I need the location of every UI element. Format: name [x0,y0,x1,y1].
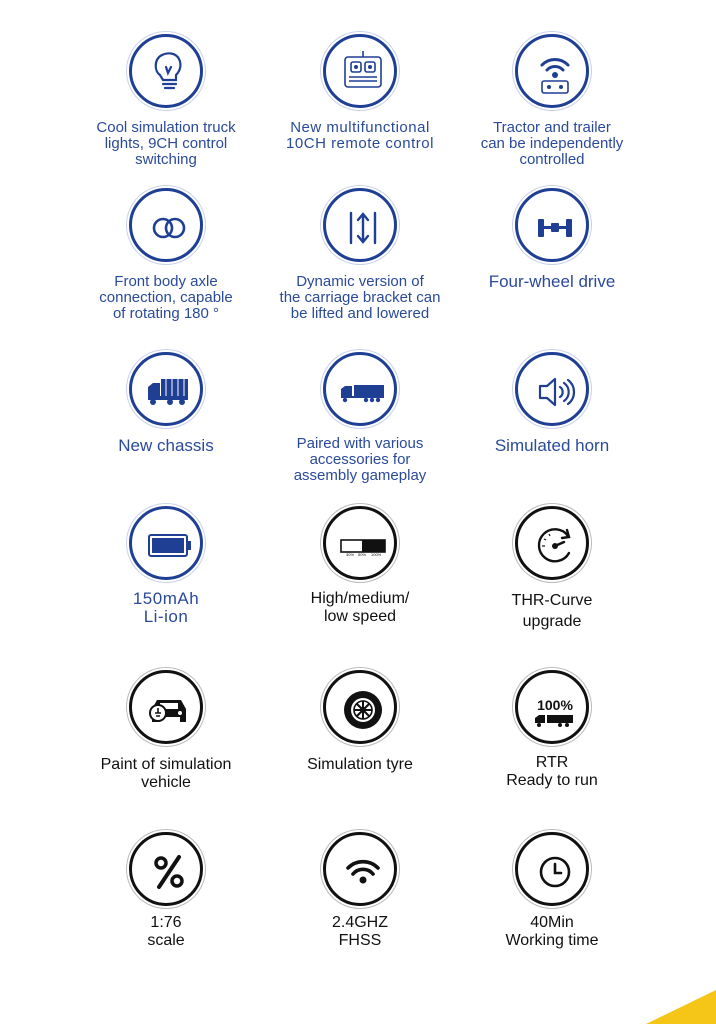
feature-tractor-trailer [452,34,652,174]
feature-label: Cool simulation truck lights, 9CH control switching [96,119,236,168]
feature-scale [66,832,266,972]
feature-battery [66,506,266,646]
rtr-100-icon [515,670,589,744]
rtr-icon-text: 100% [537,697,573,713]
feature-label: Simulation tyre [307,756,413,773]
remote-control-icon [323,34,397,108]
speed-bar-icon [323,506,397,580]
feature-label: Paint of simulation vehicle [100,756,232,791]
speed-mark-high: 100% [371,552,382,557]
feature-axle [66,188,266,328]
feature-accessories [260,352,460,492]
trailer-truck-icon [323,352,397,426]
feature-label: Simulated horn [494,436,610,455]
feature-label: Front body axle connection, capable of rotating 180 ° [99,273,233,322]
speed-mark-low: 30% [346,552,355,557]
feature-label: New multifunctional 10CH remote control [286,119,434,152]
wifi-icon [323,832,397,906]
battery-icon [129,506,203,580]
wifi-remote-icon [515,34,589,108]
feature-paint [66,670,266,810]
speed-mark-mid: 50% [358,552,367,557]
car-icon [129,670,203,744]
feature-label: RTR Ready to run [506,754,598,789]
feature-label: THR-Curve upgrade [511,592,593,630]
feature-thr [452,506,652,646]
feature-label: 2.4GHZ FHSS [331,914,388,949]
axle-icon [515,188,589,262]
corner-accent [646,990,716,1024]
feature-remote [260,34,460,174]
tyre-icon [323,670,397,744]
lightbulb-icon [129,34,203,108]
feature-time [452,832,652,972]
percent-icon [129,832,203,906]
feature-label: 1:76 scale [147,914,185,949]
feature-label: 40Min Working time [505,914,599,949]
feature-lights [66,34,266,174]
feature-label: Paired with various accessories for assembly gameplay [293,435,427,484]
feature-horn [452,352,652,492]
clock-icon [515,832,589,906]
feature-tyre [260,670,460,810]
feature-label: 150mAh Li-ion [132,589,200,626]
truck-icon [129,352,203,426]
feature-bracket [260,188,460,328]
linked-rings-icon [129,188,203,262]
feature-label: High/medium/ low speed [310,590,410,625]
feature-label: Tractor and trailer can be independently controlled [480,119,624,168]
feature-4wd [452,188,652,328]
gauge-icon [515,506,589,580]
lift-arrows-icon [323,188,397,262]
feature-chassis [66,352,266,492]
feature-label: New chassis [118,436,214,455]
feature-rtr [452,670,652,810]
feature-freq [260,832,460,972]
feature-label: Four-wheel drive [488,272,616,291]
feature-label: Dynamic version of the carriage bracket can be lifted and lowered [279,273,441,322]
feature-speed [260,506,460,646]
speaker-icon [515,352,589,426]
